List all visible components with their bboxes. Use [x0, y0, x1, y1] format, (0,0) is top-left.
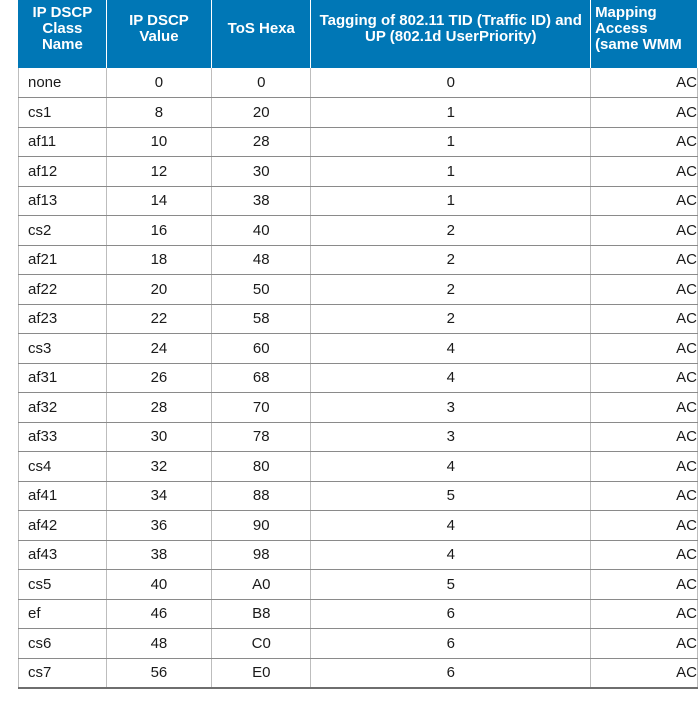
cell-class-name: cs3 — [19, 334, 107, 364]
cell-dscp-value: 26 — [106, 363, 211, 393]
cell-tid-up: 4 — [311, 540, 591, 570]
cell-access-mapping: AC — [591, 245, 698, 275]
header-row — [19, 0, 698, 68]
cell-class-name: af12 — [19, 157, 107, 187]
cell-dscp-value: 12 — [106, 157, 211, 187]
cell-class-name: af22 — [19, 275, 107, 305]
cell-dscp-value: 28 — [106, 393, 211, 423]
cell-class-name: af31 — [19, 363, 107, 393]
cell-tid-up: 2 — [311, 245, 591, 275]
cell-tid-up: 2 — [311, 216, 591, 246]
table-body — [19, 68, 698, 688]
cell-dscp-value: 20 — [106, 275, 211, 305]
cell-tos-hexa: 68 — [212, 363, 311, 393]
cell-dscp-value: 14 — [106, 186, 211, 216]
cell-dscp-value: 46 — [106, 599, 211, 629]
table-row — [19, 511, 698, 541]
cell-dscp-value: 38 — [106, 540, 211, 570]
table-row — [19, 157, 698, 187]
table-row — [19, 186, 698, 216]
cell-access-mapping: AC — [591, 599, 698, 629]
cell-class-name: cs6 — [19, 629, 107, 659]
cell-tid-up: 1 — [311, 186, 591, 216]
header-tid-tagging: Tagging of 802.11 TID (Traffic ID) and UP (802.1d UserPriority) — [311, 0, 591, 68]
cell-tos-hexa: 50 — [212, 275, 311, 305]
table-row — [19, 570, 698, 600]
table-row — [19, 363, 698, 393]
cell-dscp-value: 8 — [106, 98, 211, 128]
cell-class-name: af23 — [19, 304, 107, 334]
cell-access-mapping: AC — [591, 422, 698, 452]
header-dscp-value: IP DSCP Value — [106, 0, 211, 68]
cell-dscp-value: 40 — [106, 570, 211, 600]
cell-tid-up: 2 — [311, 275, 591, 305]
cell-tos-hexa: 0 — [212, 68, 311, 98]
cell-access-mapping: AC — [591, 658, 698, 688]
cell-class-name: af11 — [19, 127, 107, 157]
cell-class-name: af42 — [19, 511, 107, 541]
cell-dscp-value: 56 — [106, 658, 211, 688]
cell-tid-up: 1 — [311, 98, 591, 128]
cell-access-mapping: AC — [591, 186, 698, 216]
cell-tos-hexa: 38 — [212, 186, 311, 216]
cell-tid-up: 6 — [311, 629, 591, 659]
header-dscp-class-name: IP DSCP Class Name — [19, 0, 107, 68]
cell-access-mapping: AC — [591, 275, 698, 305]
cell-access-mapping: AC — [591, 127, 698, 157]
cell-access-mapping: AC — [591, 481, 698, 511]
cell-access-mapping: AC — [591, 629, 698, 659]
cell-access-mapping: AC — [591, 98, 698, 128]
cell-tos-hexa: A0 — [212, 570, 311, 600]
cell-class-name: cs5 — [19, 570, 107, 600]
cell-dscp-value: 10 — [106, 127, 211, 157]
cell-class-name: ef — [19, 599, 107, 629]
table-row — [19, 422, 698, 452]
table-row — [19, 68, 698, 98]
table-row — [19, 334, 698, 364]
cell-tid-up: 6 — [311, 599, 591, 629]
cell-tid-up: 4 — [311, 452, 591, 482]
cell-tos-hexa: 30 — [212, 157, 311, 187]
cell-access-mapping: AC — [591, 68, 698, 98]
table-row — [19, 216, 698, 246]
cell-tos-hexa: 60 — [212, 334, 311, 364]
table-row — [19, 540, 698, 570]
cell-tos-hexa: 80 — [212, 452, 311, 482]
cell-access-mapping: AC — [591, 216, 698, 246]
table-row — [19, 393, 698, 423]
table-row — [19, 304, 698, 334]
cell-tid-up: 3 — [311, 393, 591, 423]
cell-tos-hexa: 58 — [212, 304, 311, 334]
table-row — [19, 599, 698, 629]
cell-dscp-value: 48 — [106, 629, 211, 659]
cell-class-name: af32 — [19, 393, 107, 423]
cell-tid-up: 0 — [311, 68, 591, 98]
cell-dscp-value: 18 — [106, 245, 211, 275]
table-row — [19, 275, 698, 305]
cell-class-name: cs7 — [19, 658, 107, 688]
cell-dscp-value: 32 — [106, 452, 211, 482]
table-row — [19, 452, 698, 482]
cell-class-name: cs4 — [19, 452, 107, 482]
cell-tid-up: 3 — [311, 422, 591, 452]
cell-tid-up: 1 — [311, 157, 591, 187]
cell-tos-hexa: E0 — [212, 658, 311, 688]
cell-tid-up: 5 — [311, 481, 591, 511]
cell-access-mapping: AC — [591, 570, 698, 600]
cell-dscp-value: 36 — [106, 511, 211, 541]
cell-tos-hexa: B8 — [212, 599, 311, 629]
cell-class-name: af43 — [19, 540, 107, 570]
cell-dscp-value: 34 — [106, 481, 211, 511]
cell-dscp-value: 24 — [106, 334, 211, 364]
cell-tid-up: 1 — [311, 127, 591, 157]
cell-tid-up: 4 — [311, 363, 591, 393]
cell-tos-hexa: 90 — [212, 511, 311, 541]
table-row — [19, 98, 698, 128]
cell-class-name: none — [19, 68, 107, 98]
cell-tos-hexa: 98 — [212, 540, 311, 570]
cell-tos-hexa: 20 — [212, 98, 311, 128]
cell-access-mapping: AC — [591, 334, 698, 364]
cell-tid-up: 2 — [311, 304, 591, 334]
cell-access-mapping: AC — [591, 393, 698, 423]
cell-class-name: cs2 — [19, 216, 107, 246]
cell-access-mapping: AC — [591, 540, 698, 570]
cell-dscp-value: 30 — [106, 422, 211, 452]
cell-tos-hexa: 78 — [212, 422, 311, 452]
cell-class-name: af41 — [19, 481, 107, 511]
cell-class-name: cs1 — [19, 98, 107, 128]
table-row — [19, 481, 698, 511]
cell-access-mapping: AC — [591, 511, 698, 541]
table-row — [19, 127, 698, 157]
cell-tid-up: 5 — [311, 570, 591, 600]
cell-tos-hexa: C0 — [212, 629, 311, 659]
dscp-mapping-table — [18, 0, 698, 689]
header-access-mapping: Mapping Access (same WMM — [591, 0, 698, 68]
cell-tos-hexa: 40 — [212, 216, 311, 246]
cell-class-name: af21 — [19, 245, 107, 275]
cell-tos-hexa: 28 — [212, 127, 311, 157]
cell-access-mapping: AC — [591, 157, 698, 187]
cell-dscp-value: 16 — [106, 216, 211, 246]
table-row — [19, 245, 698, 275]
table-row — [19, 629, 698, 659]
cell-class-name: af13 — [19, 186, 107, 216]
header-tos-hexa: ToS Hexa — [212, 0, 311, 68]
cell-access-mapping: AC — [591, 363, 698, 393]
cell-access-mapping: AC — [591, 304, 698, 334]
cell-access-mapping: AC — [591, 452, 698, 482]
cell-tos-hexa: 88 — [212, 481, 311, 511]
table-row — [19, 658, 698, 688]
cell-dscp-value: 22 — [106, 304, 211, 334]
cell-class-name: af33 — [19, 422, 107, 452]
cell-tid-up: 4 — [311, 511, 591, 541]
cell-tos-hexa: 48 — [212, 245, 311, 275]
cell-tos-hexa: 70 — [212, 393, 311, 423]
cell-dscp-value: 0 — [106, 68, 211, 98]
cell-tid-up: 6 — [311, 658, 591, 688]
cell-tid-up: 4 — [311, 334, 591, 364]
